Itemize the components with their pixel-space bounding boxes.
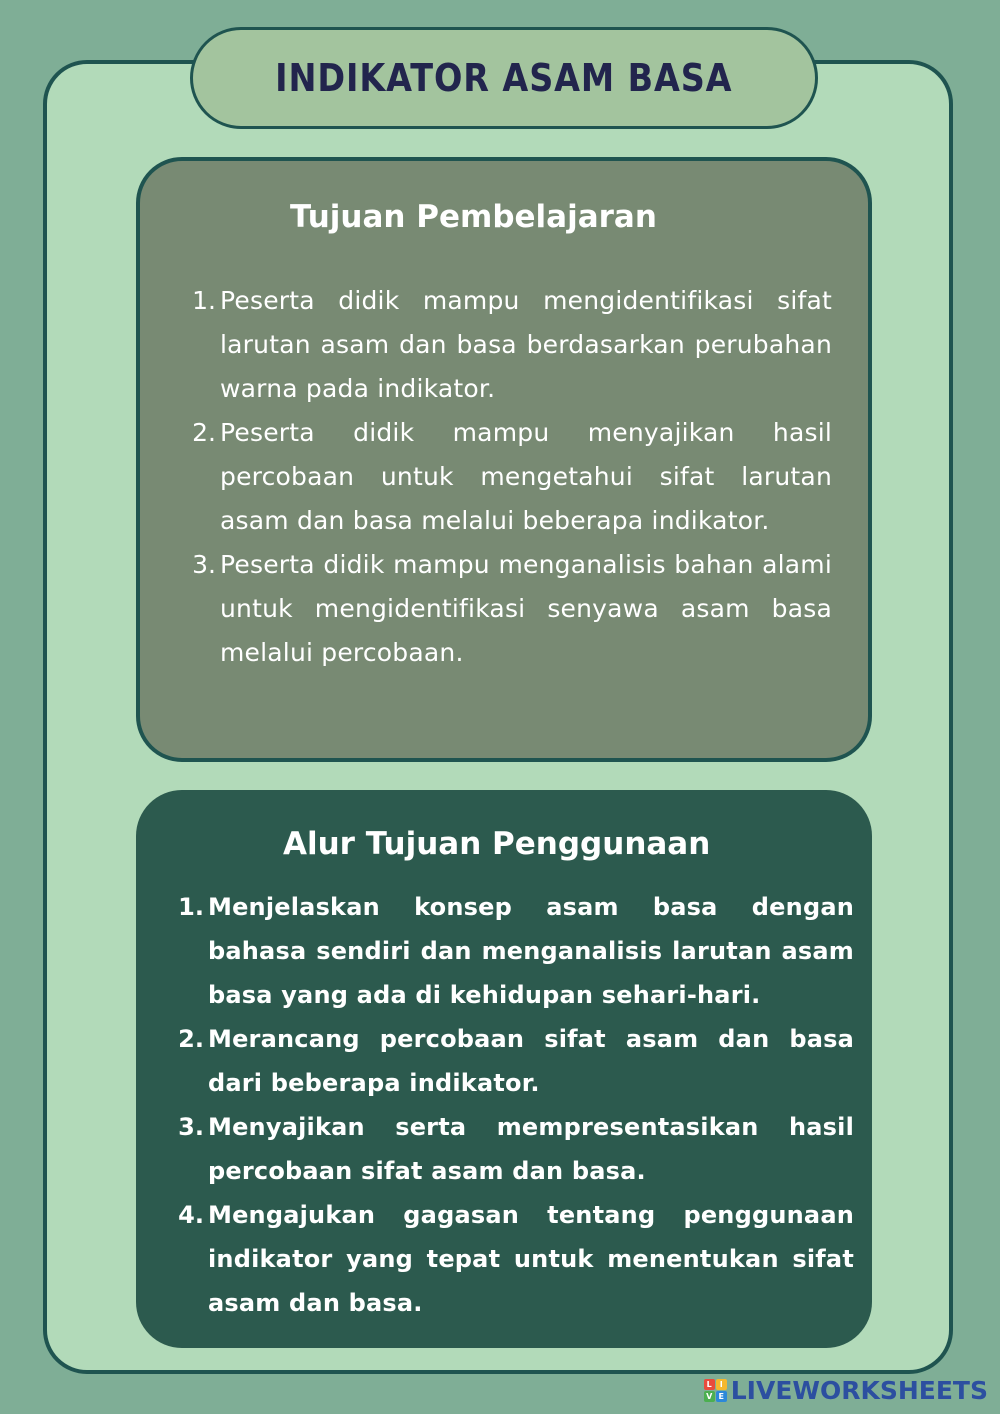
logo-mark-letter: E xyxy=(716,1391,727,1402)
list-item xyxy=(176,1193,854,1325)
learning-objectives-card xyxy=(136,157,872,762)
list-item xyxy=(184,411,832,543)
list-item-text: Menjelaskan konsep asam basa dengan bahasa sendiri dan menganalisis larutan asam basa yang ada di kehidupan sehari-hari. xyxy=(208,893,854,1009)
logo-mark-letter: I xyxy=(716,1379,727,1390)
list-item-number: 1. xyxy=(178,893,204,921)
list-item-number: 4. xyxy=(178,1201,204,1229)
usage-flow-list xyxy=(176,885,854,1325)
logo-mark-letter: L xyxy=(704,1379,715,1390)
list-item-text: Peserta didik mampu menganalisis bahan alami untuk mengidentifikasi senyawa asam basa melalui percobaan. xyxy=(220,550,832,667)
list-item-number: 3. xyxy=(178,1113,204,1141)
liveworksheets-logo-icon xyxy=(704,1379,727,1402)
usage-flow-heading: Alur Tujuan Penggunaan xyxy=(283,826,711,862)
list-item xyxy=(176,1105,854,1193)
list-item-text: Peserta didik mampu mengidentifikasi sifat larutan asam dan basa berdasarkan perubahan warna pada indikator. xyxy=(220,286,832,403)
list-item xyxy=(176,885,854,1017)
list-item-text: Menyajikan serta mempresentasikan hasil percobaan sifat asam dan basa. xyxy=(208,1113,854,1185)
list-item-number: 1. xyxy=(192,286,216,315)
learning-objectives-heading: Tujuan Pembelajaran xyxy=(290,199,657,235)
title-banner xyxy=(190,27,818,129)
usage-flow-card xyxy=(136,790,872,1348)
list-item-text: Mengajukan gagasan tentang penggunaan indikator yang tepat untuk menentukan sifat asam dan basa. xyxy=(208,1201,854,1317)
learning-objectives-list xyxy=(184,279,832,675)
list-item-number: 2. xyxy=(178,1025,204,1053)
page-title: INDIKATOR ASAM BASA xyxy=(275,56,733,100)
list-item-number: 2. xyxy=(192,418,216,447)
liveworksheets-logo-text: LIVEWORKSHEETS xyxy=(730,1376,988,1405)
list-item-text: Merancang percobaan sifat asam dan basa dari beberapa indikator. xyxy=(208,1025,854,1097)
list-item-text: Peserta didik mampu menyajikan hasil percobaan untuk mengetahui sifat larutan asam dan basa melalui beberapa indikator. xyxy=(220,418,832,535)
logo-mark-letter: V xyxy=(704,1391,715,1402)
list-item xyxy=(176,1017,854,1105)
list-item xyxy=(184,543,832,675)
list-item-number: 3. xyxy=(192,550,216,579)
list-item xyxy=(184,279,832,411)
liveworksheets-logo[interactable] xyxy=(704,1376,988,1405)
